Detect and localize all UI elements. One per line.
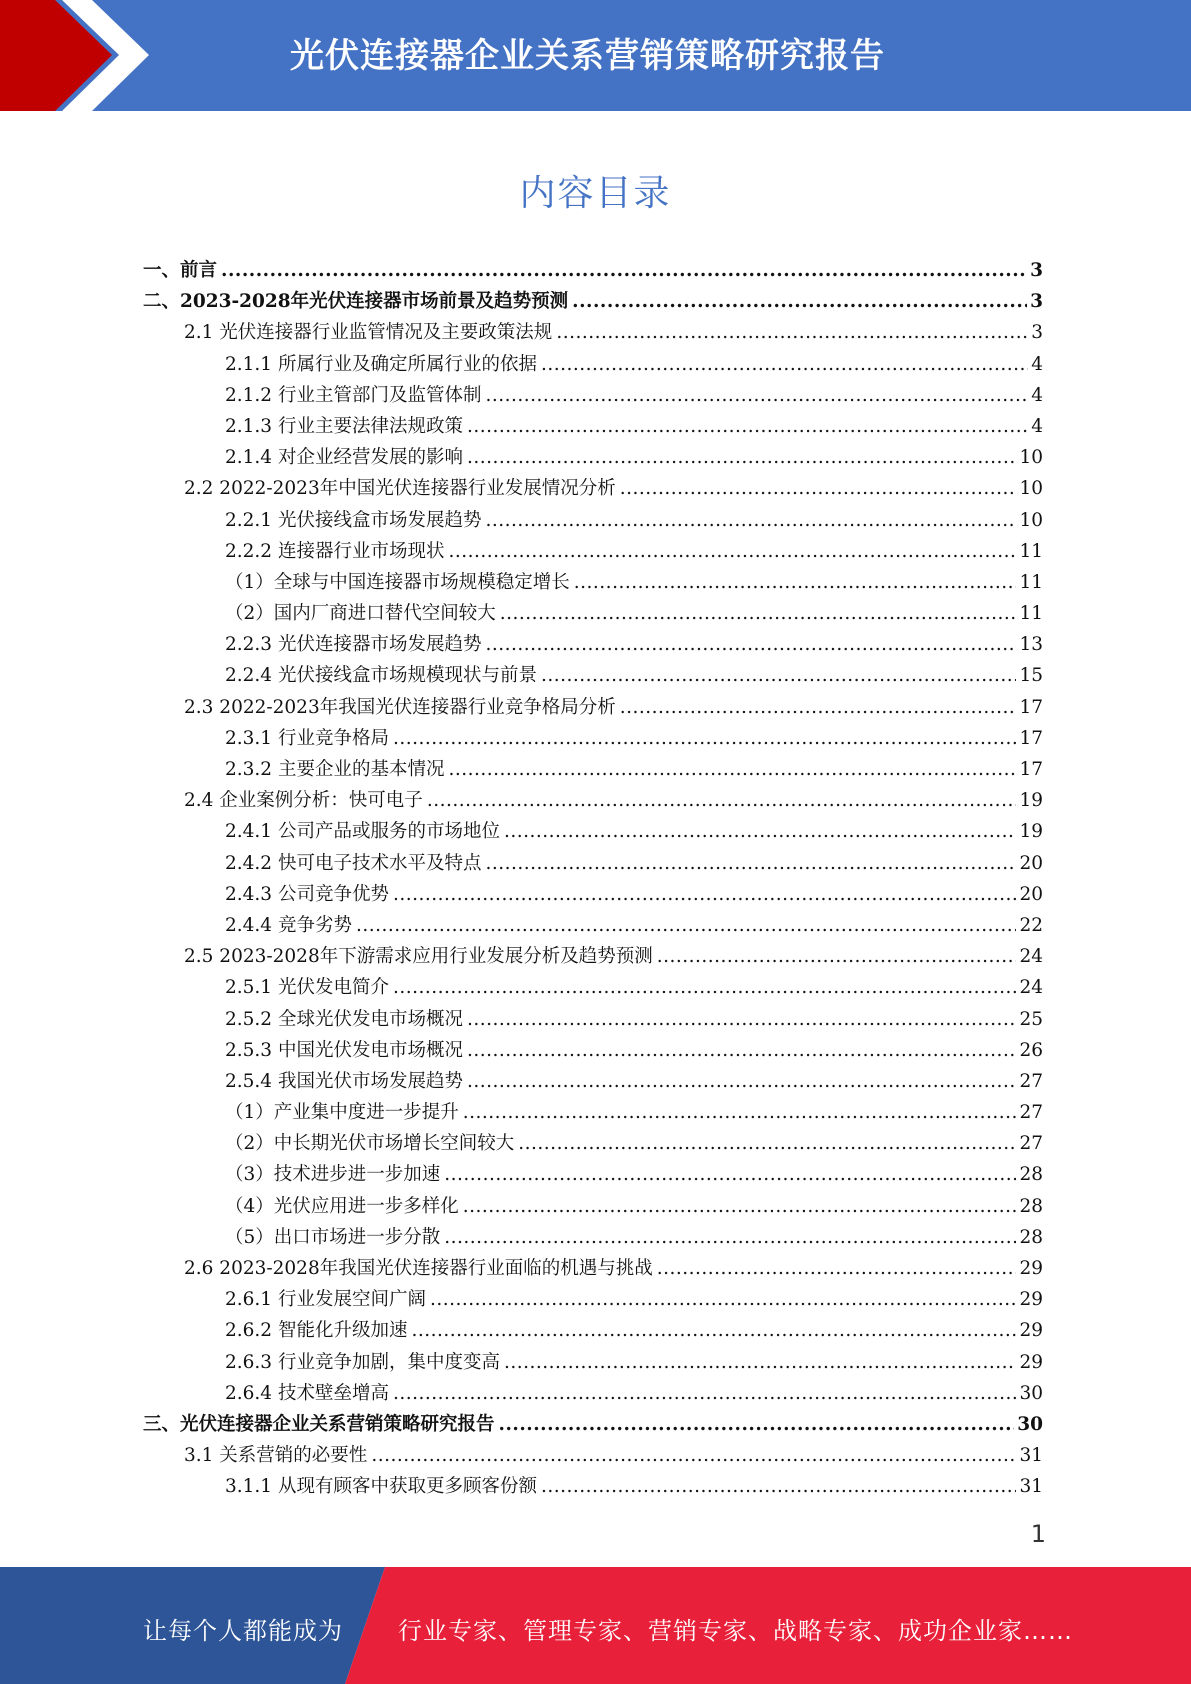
toc-dot-leader [541,660,1016,691]
toc-entry[interactable] [143,629,1043,660]
toc-dot-leader [444,1222,1016,1253]
toc-entry[interactable] [143,785,1043,816]
toc-entry[interactable] [143,1066,1043,1097]
toc-entry[interactable] [143,1128,1043,1159]
toc-entry[interactable] [143,1378,1043,1409]
toc-entry-page: 20 [1019,883,1043,905]
toc-entry-page: 20 [1019,852,1043,874]
toc-entry-page: 27 [1019,1070,1043,1092]
toc-entry-page: 4 [1031,353,1043,375]
toc-entry-page: 30 [1019,1382,1043,1404]
toc-entry-title: 2.6.1 行业发展空间广阔 [225,1289,426,1311]
toc-dot-leader [467,1035,1016,1066]
toc-entry[interactable] [143,754,1043,785]
toc-entry-title: 2.1.2 行业主管部门及监管体制 [225,384,482,406]
toc-dot-leader [572,286,1027,317]
toc-entry[interactable] [143,1222,1043,1253]
toc-entry[interactable] [143,411,1043,442]
toc-dot-leader [518,1128,1016,1159]
toc-entry[interactable] [143,879,1043,910]
toc-dot-leader [393,879,1016,910]
toc-entry-title: 3.1 关系营销的必要性 [184,1445,368,1467]
footer-banner [0,1567,1191,1684]
toc-entry[interactable] [143,598,1043,629]
toc-entry-page: 25 [1019,1008,1043,1030]
toc-dot-leader [448,536,1016,567]
toc-dot-leader [500,598,1017,629]
toc-entry[interactable] [143,1035,1043,1066]
toc-entry-title: 2.1 光伏连接器行业监管情况及主要政策法规 [184,322,553,344]
report-title: 光伏连接器企业关系营销策略研究报告 [290,36,885,76]
toc-entry-title: 2.4 企业案例分析：快可电子 [184,790,423,812]
toc-entry-page: 13 [1019,634,1043,656]
toc-entry[interactable] [143,349,1043,380]
toc-entry-title: 2.4.2 快可电子技术水平及特点 [225,852,482,874]
toc-entry[interactable] [143,1159,1043,1190]
toc-entry-page: 4 [1031,384,1043,406]
toc-entry[interactable] [143,910,1043,941]
toc-dot-leader [485,848,1016,879]
toc-entry-title: 2.3 2022-2023年我国光伏连接器行业竞争格局分析 [184,696,616,718]
toc-dot-leader [574,567,1017,598]
toc-entry-page: 27 [1019,1102,1043,1124]
toc-entry-page: 24 [1019,977,1043,999]
toc-entry-page: 17 [1019,759,1043,780]
toc-entry-title: （1）产业集中度进一步提升 [225,1102,459,1124]
toc-entry-title: （3）技术进步进一步加速 [225,1164,441,1186]
toc-entry-page: 24 [1019,946,1043,968]
footer-slogan-left: 让每个人都能成为 [143,1617,343,1645]
toc-entry-title: 2.6.2 智能化升级加速 [225,1320,408,1342]
toc-entry[interactable] [143,1284,1043,1315]
table-of-contents [143,255,1043,1503]
toc-entry-title: 2.6 2023-2028年我国光伏连接器行业面临的机遇与挑战 [184,1258,653,1279]
toc-dot-leader [430,1284,1016,1315]
toc-dot-leader [467,1004,1016,1035]
toc-entry-page: 3 [1031,322,1043,344]
toc-entry[interactable] [143,1315,1043,1346]
toc-entry-page: 31 [1019,1476,1043,1498]
toc-dot-leader [504,1347,1016,1378]
toc-entry-page: 4 [1031,415,1043,437]
toc-entry[interactable] [143,816,1043,847]
toc-entry-page: 3 [1030,291,1043,313]
toc-entry-title: 2.2.4 光伏接线盒市场规模现状与前景 [225,665,537,687]
toc-entry-page: 29 [1019,1320,1043,1342]
toc-dot-leader [541,349,1028,380]
toc-entry[interactable] [143,848,1043,879]
toc-entry[interactable] [143,505,1043,536]
toc-entry-page: 31 [1019,1445,1043,1467]
toc-dot-leader [485,505,1016,536]
page-number: 1 [1030,1520,1046,1548]
toc-entry[interactable] [143,536,1043,567]
toc-entry-page: 17 [1019,696,1043,718]
toc-entry-page: 30 [1017,1413,1043,1435]
toc-entry[interactable] [143,255,1043,286]
toc-entry-page: 11 [1019,571,1043,593]
toc-entry-title: 2.5.2 全球光伏发电市场概况 [225,1008,463,1030]
toc-dot-leader [556,317,1028,348]
toc-entry-title: （2）国内厂商进口替代空间较大 [225,603,496,625]
toc-entry-page: 28 [1019,1226,1043,1248]
toc-dot-leader [657,941,1017,972]
toc-dot-leader [657,1253,1017,1284]
toc-entry-title: 2.2.1 光伏接线盒市场发展趋势 [225,509,482,531]
toc-dot-leader [467,411,1028,442]
toc-entry-page: 22 [1019,914,1043,936]
toc-dot-leader [485,629,1016,660]
toc-entry-page: 10 [1019,478,1043,500]
toc-entry-title: 2.1.3 行业主要法律法规政策 [225,415,463,437]
toc-dot-leader [448,754,1016,785]
toc-dot-leader [411,1315,1016,1346]
toc-heading: 内容目录 [519,173,672,214]
toc-entry-title: （4）光伏应用进一步多样化 [225,1195,459,1217]
toc-entry-title: （1）全球与中国连接器市场规模稳定增长 [225,571,570,593]
toc-entry-title: 2.4.1 公司产品或服务的市场地位 [225,821,500,843]
toc-dot-leader [463,1097,1017,1128]
toc-dot-leader [541,1471,1016,1502]
toc-dot-leader [444,1159,1016,1190]
toc-entry-page: 19 [1019,821,1043,843]
toc-entry[interactable] [143,941,1043,972]
toc-entry[interactable] [143,972,1043,1003]
toc-dot-leader [221,255,1027,286]
toc-dot-leader [356,910,1017,941]
toc-dot-leader [467,1066,1016,1097]
toc-dot-leader [393,723,1016,754]
toc-entry-page: 27 [1019,1133,1043,1155]
toc-entry[interactable] [143,692,1043,723]
toc-entry-title: 2.2.2 连接器行业市场现状 [225,540,445,562]
toc-entry[interactable] [143,1440,1043,1471]
toc-entry-title: 2.2 2022-2023年中国光伏连接器行业发展情况分析 [184,478,616,500]
toc-entry-title: 二、2023-2028年光伏连接器市场前景及趋势预测 [143,291,569,313]
toc-entry-page: 11 [1019,603,1043,625]
toc-entry-page: 26 [1019,1039,1043,1061]
header-banner [0,0,1191,111]
toc-entry[interactable] [143,317,1043,348]
toc-entry-title: 2.2.3 光伏连接器市场发展趋势 [225,634,482,656]
toc-dot-leader [620,692,1017,723]
toc-entry-page: 11 [1019,540,1043,562]
toc-entry-page: 15 [1019,665,1043,687]
toc-entry-page: 19 [1019,790,1043,812]
toc-entry[interactable] [143,1191,1043,1222]
toc-entry-page: 3 [1030,260,1043,281]
toc-entry-page: 10 [1019,509,1043,531]
toc-entry[interactable] [143,380,1043,411]
toc-entry-title: 2.4.4 竞争劣势 [225,914,352,936]
toc-entry-title: 2.3.2 主要企业的基本情况 [225,759,445,780]
toc-entry[interactable] [143,286,1043,317]
toc-entry-title: 2.5 2023-2028年下游需求应用行业发展分析及趋势预测 [184,946,653,968]
toc-entry[interactable] [143,723,1043,754]
toc-entry-page: 28 [1019,1164,1043,1186]
toc-entry-page: 28 [1019,1195,1043,1217]
toc-entry[interactable] [143,660,1043,691]
toc-entry-title: 2.6.4 技术壁垒增高 [225,1382,389,1404]
toc-entry[interactable] [143,1471,1043,1502]
toc-entry[interactable] [143,567,1043,598]
toc-dot-leader [485,380,1028,411]
toc-entry[interactable] [143,1253,1043,1284]
toc-entry[interactable] [143,442,1043,473]
toc-entry-title: 一、前言 [143,260,218,281]
toc-entry[interactable] [143,1097,1043,1128]
toc-dot-leader [427,785,1017,816]
toc-entry-title: 2.6.3 行业竞争加剧，集中度变高 [225,1351,500,1373]
toc-dot-leader [463,1191,1017,1222]
toc-entry-title: 2.3.1 行业竞争格局 [225,727,389,749]
toc-entry-title: 2.4.3 公司竞争优势 [225,883,389,905]
toc-entry-title: 2.1.1 所属行业及确定所属行业的依据 [225,353,537,375]
toc-entry-page: 10 [1019,447,1043,469]
toc-entry[interactable] [143,1347,1043,1378]
toc-dot-leader [499,1409,1015,1440]
toc-dot-leader [393,972,1016,1003]
toc-entry[interactable] [143,1004,1043,1035]
toc-dot-leader [620,473,1017,504]
toc-dot-leader [371,1440,1016,1471]
toc-entry-page: 29 [1019,1351,1043,1373]
toc-entry-page: 17 [1019,727,1043,749]
toc-entry-title: 三、光伏连接器企业关系营销策略研究报告 [143,1413,495,1435]
toc-entry-title: 2.1.4 对企业经营发展的影响 [225,447,463,469]
toc-entry-title: （2）中长期光伏市场增长空间较大 [225,1133,515,1155]
toc-entry-title: 2.5.4 我国光伏市场发展趋势 [225,1070,463,1092]
toc-entry[interactable] [143,473,1043,504]
toc-entry-title: （5）出口市场进一步分散 [225,1226,441,1248]
toc-dot-leader [467,442,1016,473]
toc-entry-page: 29 [1019,1258,1043,1279]
toc-dot-leader [393,1378,1016,1409]
toc-entry-title: 3.1.1 从现有顾客中获取更多顾客份额 [225,1476,537,1498]
toc-entry-page: 29 [1019,1289,1043,1311]
footer-slogan-right: 行业专家、管理专家、营销专家、战略专家、成功企业家…… [398,1617,1073,1645]
toc-entry-title: 2.5.3 中国光伏发电市场概况 [225,1039,463,1061]
toc-entry[interactable] [143,1409,1043,1440]
toc-entry-title: 2.5.1 光伏发电简介 [225,977,389,999]
toc-dot-leader [504,816,1016,847]
